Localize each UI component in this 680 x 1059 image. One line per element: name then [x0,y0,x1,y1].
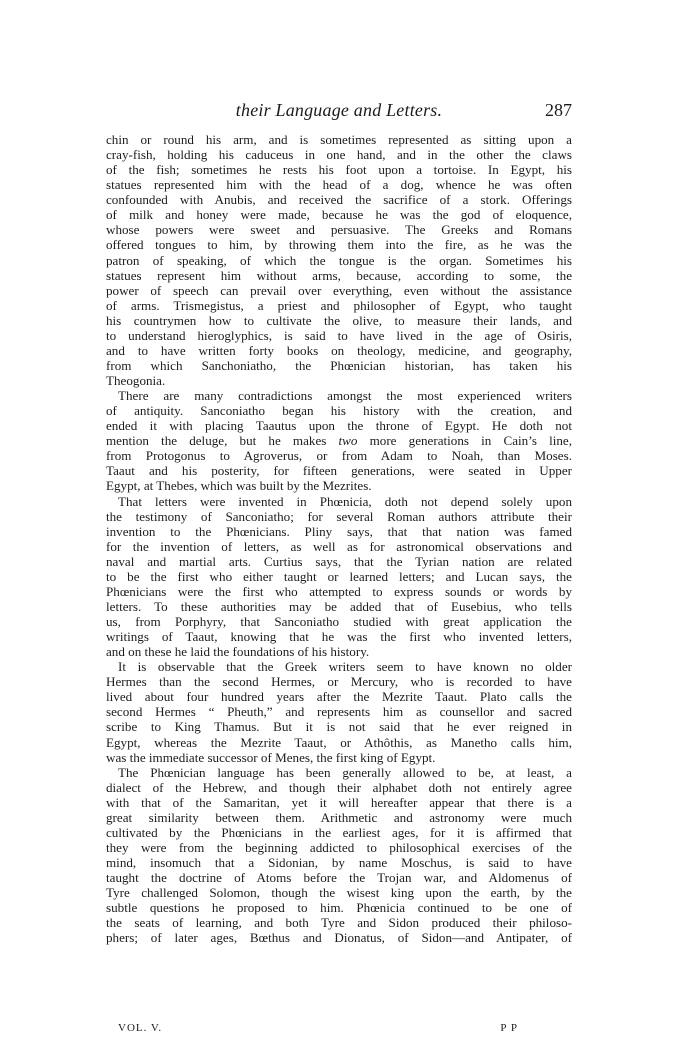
text-line: writings of Taaut, knowing that he was the first who invented letters, [106,629,572,645]
text-line: Hermes than the second Hermes, or Mercury, who is recorded to have [106,674,572,690]
text-line: mind, insomuch that a Sidonian, by name Moschus, is said to have [106,855,572,870]
text-line: the testimony of Sanconiatho; for several Roman authors attribute their [106,508,572,524]
volume-signature: VOL. V. [118,1022,163,1034]
text-line: patron of speaking, of which the tongue is the organ. Sometimes his [106,252,572,268]
text-line: invention to the Phœnicians. Pliny says, that that nation was famed [106,523,572,539]
text-line: ended it with placing Taautus upon the throne of Egypt. He doth not [106,418,572,434]
text-line: the seats of learning, and both Tyre and Sidon produced their philoso- [106,915,572,931]
running-title: their Language and Letters. [235,100,443,120]
text-line: to be the first who either taught or learned letters; and Lucan says, the [106,568,572,584]
text-line: letters. To these authorities may be added that of Eusebius, who tells [106,598,572,614]
text-line: Theogonia. [106,373,166,388]
text-line: offered tongues to him, by throwing them into the fire, as he was the [106,237,572,253]
text-line: from which Sanchoniatho, the Phœnician historian, has taken his [106,357,572,373]
text-line: confounded with Anubis, and received the sacrifice of a stork. Offerings [106,192,572,208]
text-line: statues represent him without arms, because, according to some, the [106,267,572,283]
text-line: lived about four hundred years after the Mezrite Taaut. Plato calls the [106,689,572,705]
text-run: more generations in Cain’s line, [369,433,572,449]
text-line-mixed [106,433,572,448]
text-line: subtle questions he proposed to him. Phœnicia continued to be one of [106,900,572,916]
text-line: Phœnicians were the first who attempted to express sounds or words by [106,583,572,599]
text-line: with that of the Samaritan, yet it will hereafter appear that there is a [106,794,572,810]
text-line: Egypt, whereas the Mezrite Taaut, or Athôthis, as Manetho calls him, [106,734,572,750]
body-text [106,132,572,945]
text-line: us, from Porphyry, that Sanconiatho studied with great application the [106,614,572,629]
text-line: they were from the beginning addicted to philosophical exercises of the [106,839,572,855]
text-line: of antiquity. Sanconiatho began his history with the creation, and [106,403,572,419]
text-line: great similarity between them. Arithmetic and astronomy were much [106,809,572,825]
sheet-signature: P P [500,1022,518,1034]
text-line: Taaut and his posterity, for fifteen generations, were seated in Upper [106,463,572,479]
text-line: phers; of later ages, Bœthus and Dionatus, of Sidon—and Antipater, of [106,930,572,946]
text-line: was the immediate successor of Menes, the first king of Egypt. [106,749,436,765]
text-line: statues represented him with the head of a dog, whence he was often [106,177,572,193]
text-line: to understand hieroglyphics, is said to have lived in the age of Osiris, [106,327,572,343]
text-line: of the fish; sometimes he rests his foot upon a tortoise. In Egypt, his [106,162,572,178]
text-line: taught the doctrine of Atoms before the Trojan war, and Aldomenus of [106,870,572,886]
text-line: It is observable that the Greek writers seem to have known no older [118,659,572,675]
text-line: of milk and honey were made, because he was the god of eloquence, [106,207,572,223]
text-line: There are many contradictions amongst the most experienced writers [118,388,572,404]
text-line: scribe to King Thamus. But it is not said that he ever reigned in [106,719,572,735]
text-line: and on these he laid the foundations of his history. [106,644,370,660]
text-line: for the invention of letters, as well as for astronomical observations and [106,538,572,554]
page-header [106,100,572,124]
text-line: his countrymen how to cultivate the olive, to measure their lands, and [106,312,572,328]
text-line: chin or round his arm, and is sometimes represented as sitting upon a [106,132,572,147]
italic-word: two [338,433,358,449]
text-line: Egypt, at Thebes, which was built by the Mezrites. [106,478,372,494]
text-line: and to have written forty books on theology, medicine, and geography, [106,342,572,358]
text-line: from Protogonus to Agroverus, or from Adam to Noah, than Moses. [106,448,572,464]
text-line: cultivated by the Phœnicians in the earliest ages, for it is affirmed that [106,824,572,840]
text-line: whose powers were sweet and persuasive. The Greeks and Romans [106,222,572,238]
text-line: cray-fish, holding his caduceus in one hand, and in the other the claws [106,147,572,163]
page-footer [118,1022,518,1038]
text-line: second Hermes “ Pheuth,” and represents him as counsellor and sacred [106,704,572,720]
text-line: of arms. Trismegistus, a priest and philosopher of Egypt, who taught [106,297,572,313]
text-line: Tyre challenged Solomon, though the wisest king upon the earth, by the [106,885,572,901]
text-line: naval and martial arts. Curtius says, that the Tyrian nation are related [106,553,572,569]
text-line: The Phœnician language has been generally allowed to be, at least, a [118,764,572,780]
page-number: 287 [545,100,572,120]
text-line: power of speech can prevail over everything, even without the assistance [106,282,572,298]
text-line: That letters were invented in Phœnicia, doth not depend solely upon [118,493,572,509]
text-run: mention the deluge, but he makes [106,433,327,449]
text-line: dialect of the Hebrew, and though their alphabet doth not entirely agree [106,779,572,795]
